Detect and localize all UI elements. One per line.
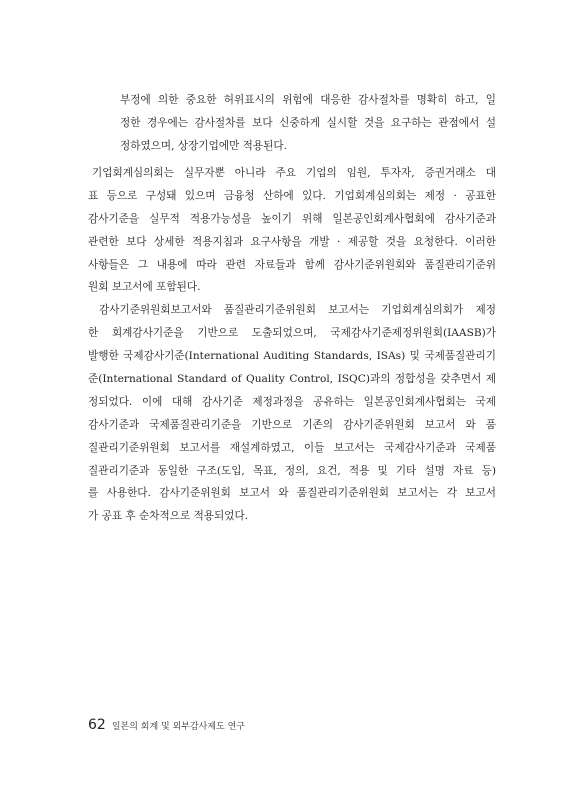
page-footer — [88, 717, 245, 733]
paragraph-line: 질관리기준과 동일한 구조(도입, 목표, 정의, 요건, 적용 및 기타 설명 자료 등) — [88, 464, 496, 477]
paragraph-2 — [88, 299, 496, 528]
paragraph-line: 가 공표 후 순차적으로 적용되었다. — [88, 510, 249, 523]
paragraph-line: 기업회계심의회는 실무자뿐 아니라 주요 기업의 임원, 투자자, 증권거래소 대 — [92, 167, 496, 179]
paragraph-line: 감사기준과 국제품질관리기준을 기반으로 기존의 감사기준위원회 보고서 와 품 — [88, 418, 496, 431]
paragraph-line: 관련한 보다 상세한 적용지침과 요구사항을 개발 · 제공할 것을 요청한다. 이러한 — [88, 235, 496, 248]
page-number: 62 — [88, 717, 106, 733]
body-text — [88, 162, 496, 528]
paragraph-line: 표 등으로 구성돼 있으며 금융청 산하에 있다. 기업회계심의회는 제정 · 공표한 — [88, 189, 496, 202]
paragraph-line: 발행한 국제감사기준(International Auditing Standards, ISAs) 및 국제품질관리기 — [88, 350, 496, 363]
paragraph-1 — [88, 162, 496, 299]
paragraph-line: 감사기준을 실무적 적용가능성을 높이기 위해 일본공인회계사협회에 감사기준과 — [88, 212, 496, 225]
paragraph-line: 한 회계감사기준을 기반으로 도출되었으며, 국제감사기준제정위원회(IAASB)가 — [88, 327, 496, 340]
paragraph-line: 를 사용한다. 감사기준위원회 보고서 와 품질관리기준위원회 보고서는 각 보고서 — [88, 487, 496, 500]
indented-quote — [120, 89, 496, 158]
paragraph-line: 사항들은 그 내용에 따라 관련 자료들과 함께 감사기준위원회와 품질관리기준위 — [88, 258, 496, 271]
quote-line: 정한 경우에는 감사절차를 보다 신중하게 실시할 것을 요구하는 관점에서 설 — [120, 117, 496, 129]
paragraph-line: 원회 보고서에 포함된다. — [88, 281, 201, 294]
paragraph-line: 감사기준위원회보고서와 품질관리기준위원회 보고서는 기업회계심의회가 제정 — [99, 304, 496, 317]
paragraph-line: 준(International Standard of Quality Control, ISQC)과의 정합성을 갖추면서 제 — [88, 373, 496, 386]
paragraph-line: 정되었다. 이에 대해 감사기준 제정과정을 공유하는 일본공인회계사협회는 국제 — [88, 395, 496, 408]
paragraph-line: 질관리기준위원회 보고서를 재설계하였고, 이들 보고서는 국제감사기준과 국제품 — [88, 441, 496, 454]
running-title: 일본의 회계 및 외부감사제도 연구 — [111, 722, 245, 732]
quote-line: 부정에 의한 중요한 허위표시의 위험에 대응한 감사절차를 명확히 하고, 일 — [120, 94, 496, 106]
quote-line: 정하였으며, 상장기업에만 적용된다. — [120, 140, 287, 152]
